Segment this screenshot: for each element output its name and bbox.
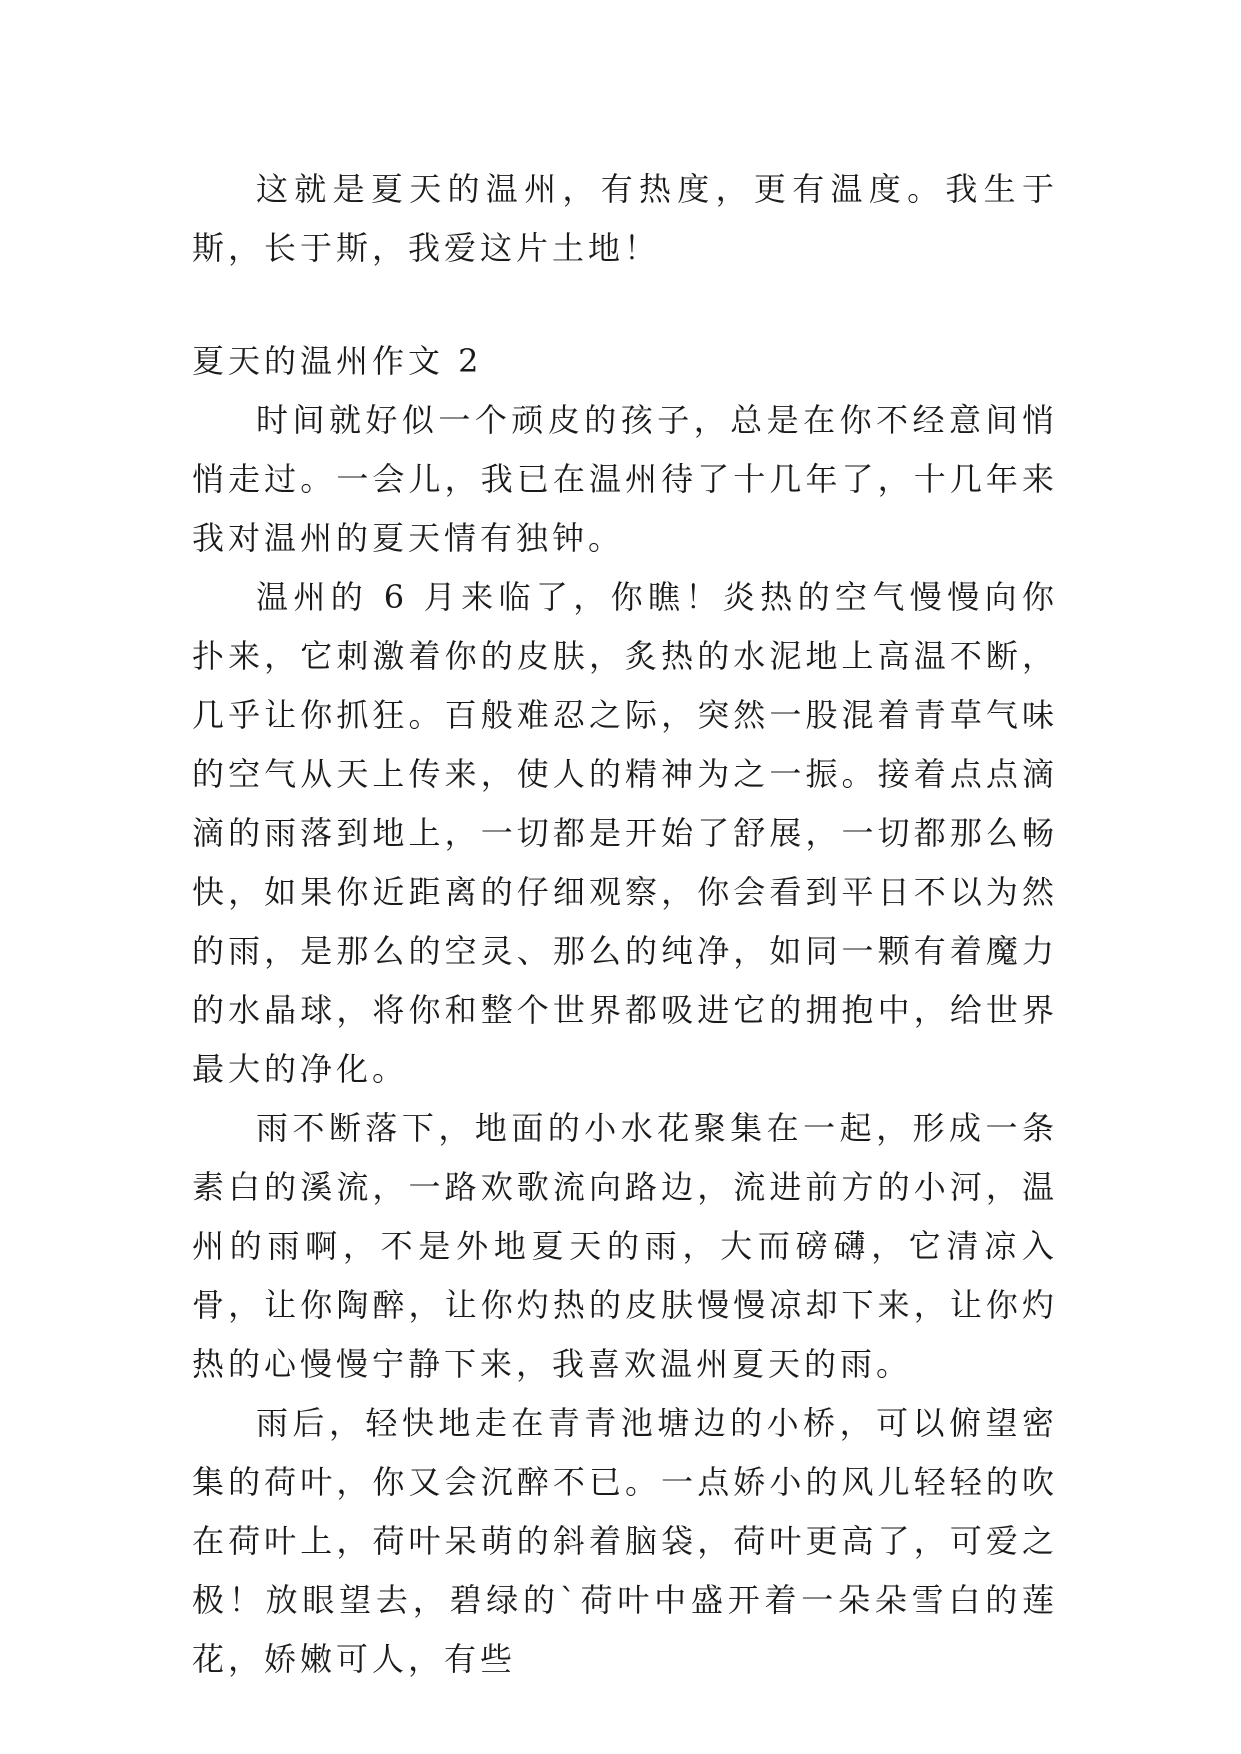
paragraph-2: 温州的 6 月来临了，你瞧！炎热的空气慢慢向你扑来，它刺激着你的皮肤，炙热的水泥地上高温不断，几乎让你抓狂。百般难忍之际，突然一股混着青草气味的空气从天上传来，使人的精神为之一振。接着点点滴滴的雨落到地上，一切都是开始了舒展，一切都那么畅快，如果你近距离的仔细观察，你会看到平日不以为然的雨，是那么的空灵、那么的纯净，如同一颗有着魔力的水晶球，将你和整个世界都吸进它的拥抱中，给世界最大的净化。: [192, 578, 1058, 1088]
intro-paragraph: 这就是夏天的温州，有热度，更有温度。我生于斯，长于斯，我爱这片土地！: [192, 170, 1058, 267]
paragraph-1: 时间就好似一个顽皮的孩子，总是在你不经意间悄悄走过。一会儿，我已在温州待了十几年了，十几年来我对温州的夏天情有独钟。: [192, 401, 1058, 557]
paragraph-4: 雨后，轻快地走在青青池塘边的小桥，可以俯望密集的荷叶，你又会沉醉不已。一点娇小的风儿轻轻的吹在荷叶上，荷叶呆萌的斜着脑袋，荷叶更高了，可爱之极！放眼望去，碧绿的`荷叶中盛开着一朵朵雪白的莲花，娇嫩可人，有些: [192, 1404, 1058, 1678]
document-body: [192, 160, 1058, 1689]
paragraph-3: 雨不断落下，地面的小水花聚集在一起，形成一条素白的溪流，一路欢歌流向路边，流进前方的小河，温州的雨啊，不是外地夏天的雨，大而磅礴，它清凉入骨，让你陶醉，让你灼热的皮肤慢慢凉却下来，让你灼热的心慢慢宁静下来，我喜欢温州夏天的雨。: [192, 1109, 1058, 1383]
section-heading: 夏天的温州作文 2: [192, 342, 483, 380]
